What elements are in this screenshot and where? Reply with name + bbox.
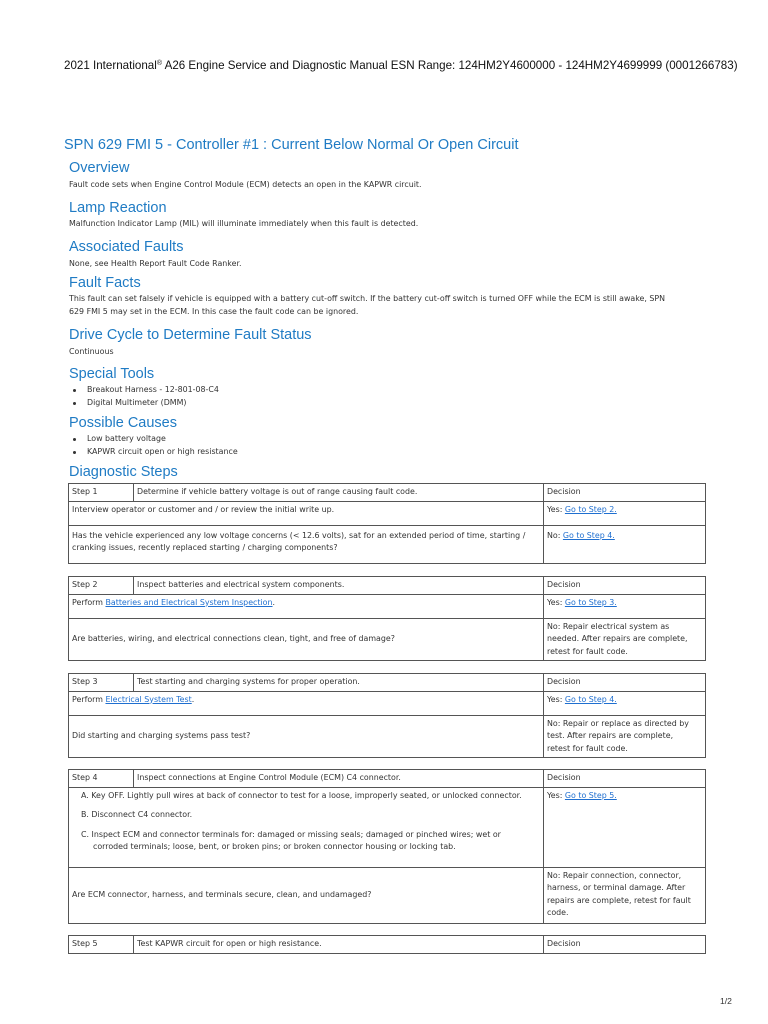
step-question: Has the vehicle experienced any low voltage concerns (< 12.6 volts), sat for an extended period of time, starting / cranking issues, recently replaced starting / charging components? xyxy=(69,525,544,563)
decision-no: No: Repair or replace as directed by test. After repairs are complete, retest for fault code. xyxy=(544,715,706,758)
step-4-table xyxy=(68,769,706,924)
electrical-system-test-link[interactable]: Electrical System Test xyxy=(105,694,192,704)
instruction-c: C. Inspect ECM and connector terminals for: damaged or missing seals; damaged or pinched wires; wet or corroded terminals; loose, bent, or broken pins; or broken connector housing or locking tab. xyxy=(81,829,501,851)
instruction-a: A. Key OFF. Lightly pull wires at back of connector to test for a loose, improperly seated, or unlocked connector. xyxy=(81,790,522,800)
special-tools-heading: Special Tools xyxy=(69,366,155,382)
step-label: Step 3 xyxy=(69,674,134,692)
step-question: Did starting and charging systems pass test? xyxy=(69,715,544,758)
step-action: Interview operator or customer and / or review the initial write up. xyxy=(69,501,544,525)
step-5-table xyxy=(68,935,706,954)
list-item: Low battery voltage xyxy=(69,433,238,446)
decision-yes: Yes: Go to Step 4. xyxy=(544,691,706,715)
page-number: 1/2 xyxy=(720,996,732,1006)
manual-header-title: 2021 International® A26 Engine Service and Diagnostic Manual ESN Range: 124HM2Y4600000 - 124HM2Y4699999 (0001266783) xyxy=(64,59,738,72)
list-item: Breakout Harness - 12-801-08-C4 xyxy=(69,384,219,397)
go-to-step-3-link[interactable]: Go to Step 3. xyxy=(564,597,617,607)
associated-faults-text: None, see Health Report Fault Code Ranker. xyxy=(69,259,242,268)
step-title: Inspect batteries and electrical system components. xyxy=(134,577,544,595)
decision-header: Decision xyxy=(544,484,706,502)
decision-no: No: Go to Step 4. xyxy=(544,525,706,563)
list-item: KAPWR circuit open or high resistance xyxy=(69,446,238,459)
decision-yes: Yes: Go to Step 5. xyxy=(544,787,706,867)
batteries-inspection-link[interactable]: Batteries and Electrical System Inspection xyxy=(105,597,273,607)
decision-no: No: Repair electrical system as needed. After repairs are complete, retest for fault code. xyxy=(544,618,706,661)
lamp-reaction-text: Malfunction Indicator Lamp (MIL) will illuminate immediately when this fault is detected. xyxy=(69,219,419,228)
drive-cycle-text: Continuous xyxy=(69,347,114,356)
fault-facts-heading: Fault Facts xyxy=(69,275,141,291)
step-1-table xyxy=(68,483,706,564)
drive-cycle-heading: Drive Cycle to Determine Fault Status xyxy=(69,327,312,343)
registered-mark: ® xyxy=(156,60,162,67)
instruction-b: B. Disconnect C4 connector. xyxy=(81,810,193,819)
step-action: Perform Batteries and Electrical System Inspection. xyxy=(69,594,544,618)
overview-heading: Overview xyxy=(69,160,130,176)
step-question: Are ECM connector, harness, and terminals secure, clean, and undamaged? xyxy=(69,867,544,923)
go-to-step-5-link[interactable]: Go to Step 5. xyxy=(564,790,617,800)
diagnostic-steps-heading: Diagnostic Steps xyxy=(69,464,178,480)
decision-header: Decision xyxy=(544,577,706,595)
possible-causes-heading: Possible Causes xyxy=(69,415,177,431)
overview-text: Fault code sets when Engine Control Module (ECM) detects an open in the KAPWR circuit. xyxy=(69,180,422,189)
step-question: Are batteries, wiring, and electrical connections clean, tight, and free of damage? xyxy=(69,618,544,661)
step-label: Step 4 xyxy=(69,770,134,788)
list-item: Digital Multimeter (DMM) xyxy=(69,397,219,410)
step-label: Step 5 xyxy=(69,936,134,954)
step-instructions xyxy=(69,787,544,867)
possible-causes-list xyxy=(69,433,238,458)
lamp-reaction-heading: Lamp Reaction xyxy=(69,200,167,216)
decision-header: Decision xyxy=(544,770,706,788)
decision-header: Decision xyxy=(544,674,706,692)
step-action: Perform Electrical System Test. xyxy=(69,691,544,715)
go-to-step-4-link[interactable]: Go to Step 4. xyxy=(562,530,615,540)
step-3-table xyxy=(68,673,706,758)
fault-facts-text xyxy=(69,292,665,318)
decision-yes: Yes: Go to Step 3. xyxy=(544,594,706,618)
step-title: Test KAPWR circuit for open or high resistance. xyxy=(134,936,544,954)
fault-facts-line-2: 629 FMI 5 may set in the ECM. In this case the fault code can be ignored. xyxy=(69,307,359,316)
step-label: Step 1 xyxy=(69,484,134,502)
decision-yes: Yes: Go to Step 2. xyxy=(544,501,706,525)
associated-faults-heading: Associated Faults xyxy=(69,239,184,255)
go-to-step-4-link[interactable]: Go to Step 4. xyxy=(564,694,617,704)
step-title: Test starting and charging systems for proper operation. xyxy=(134,674,544,692)
go-to-step-2-link[interactable]: Go to Step 2. xyxy=(564,504,617,514)
page-title: SPN 629 FMI 5 - Controller #1 : Current Below Normal Or Open Circuit xyxy=(64,137,519,153)
decision-no: No: Repair connection, connector, harness, or terminal damage. After repairs are complete, retest for fault code. xyxy=(544,867,706,923)
fault-facts-line-1: This fault can set falsely if vehicle is equipped with a battery cut-off switch. If the battery cut-off switch is turned OFF while the ECM is still awake, SPN xyxy=(69,294,666,303)
special-tools-list xyxy=(69,384,219,409)
step-title: Inspect connections at Engine Control Module (ECM) C4 connector. xyxy=(134,770,544,788)
decision-header: Decision xyxy=(544,936,706,954)
step-title: Determine if vehicle battery voltage is out of range causing fault code. xyxy=(134,484,544,502)
step-2-table xyxy=(68,576,706,661)
step-label: Step 2 xyxy=(69,577,134,595)
